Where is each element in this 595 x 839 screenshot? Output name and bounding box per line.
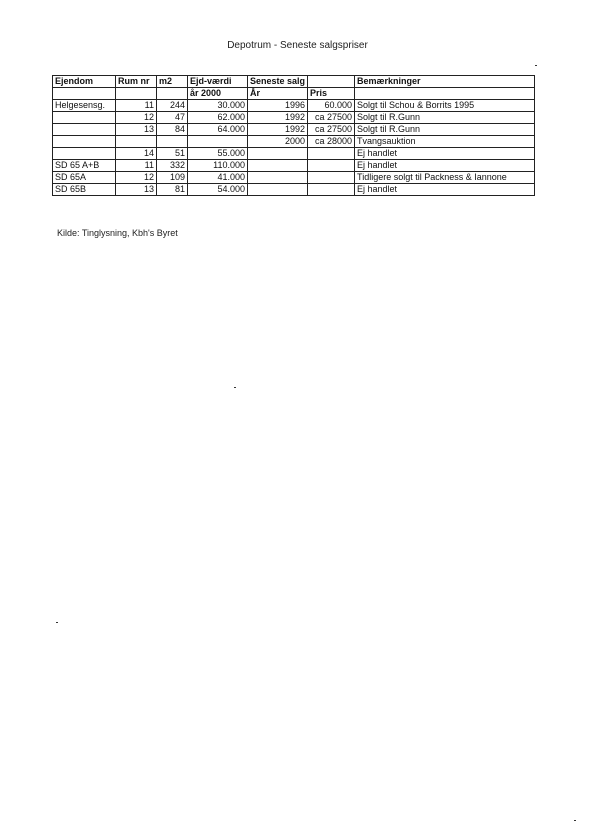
table-row [53, 148, 535, 160]
header-cell [308, 76, 355, 88]
table-cell: ca 27500 [308, 124, 355, 136]
table-cell: 55.000 [188, 148, 248, 160]
table-cell: 41.000 [188, 172, 248, 184]
table-cell: 60.000 [308, 100, 355, 112]
header-cell: Seneste salg [248, 76, 308, 88]
table-row [53, 160, 535, 172]
page-title: Depotrum - Seneste salgspriser [227, 40, 368, 51]
table-cell [53, 124, 116, 136]
table-cell: 47 [157, 112, 188, 124]
header-row [53, 88, 535, 100]
table-cell [308, 184, 355, 196]
sales-table [52, 75, 535, 196]
table-cell: 64.000 [188, 124, 248, 136]
table-cell: Solgt til Schou & Borrits 1995 [355, 100, 535, 112]
table-row [53, 136, 535, 148]
table-cell: ca 27500 [308, 112, 355, 124]
scan-speck [574, 820, 576, 821]
table-cell: 13 [116, 184, 157, 196]
table-cell [308, 172, 355, 184]
table-row [53, 112, 535, 124]
table-cell [308, 148, 355, 160]
scan-speck [535, 65, 537, 66]
header-cell [355, 88, 535, 100]
table-cell [116, 136, 157, 148]
table-cell: 12 [116, 172, 157, 184]
table-cell: 84 [157, 124, 188, 136]
table-cell: Helgesensg. [53, 100, 116, 112]
table-cell: 12 [116, 112, 157, 124]
table-cell: 1992 [248, 112, 308, 124]
table-cell [248, 148, 308, 160]
table-cell: SD 65A [53, 172, 116, 184]
header-row [53, 76, 535, 88]
table-cell [157, 136, 188, 148]
table-cell: Ej handlet [355, 184, 535, 196]
table-row [53, 124, 535, 136]
header-cell: Ejd-værdi [188, 76, 248, 88]
table-cell: Ej handlet [355, 160, 535, 172]
table-cell: 1992 [248, 124, 308, 136]
table-cell: Solgt til R.Gunn [355, 124, 535, 136]
table-cell: 2000 [248, 136, 308, 148]
table-cell [53, 112, 116, 124]
header-cell [53, 88, 116, 100]
table-cell: 51 [157, 148, 188, 160]
table-cell: 54.000 [188, 184, 248, 196]
header-cell: År [248, 88, 308, 100]
table-cell [53, 136, 116, 148]
table-row [53, 184, 535, 196]
table-cell [53, 148, 116, 160]
table-cell [308, 160, 355, 172]
table-cell: 11 [116, 100, 157, 112]
header-cell: m2 [157, 76, 188, 88]
table-cell: SD 65 A+B [53, 160, 116, 172]
table-cell: 30.000 [188, 100, 248, 112]
table-cell: 14 [116, 148, 157, 160]
table-cell [248, 172, 308, 184]
scan-speck [234, 387, 236, 388]
table-cell [188, 136, 248, 148]
header-cell: Rum nr [116, 76, 157, 88]
table-row [53, 100, 535, 112]
source-note: Kilde: Tinglysning, Kbh's Byret [57, 228, 178, 238]
table-cell: 11 [116, 160, 157, 172]
table-row [53, 172, 535, 184]
header-cell: Ejendom [53, 76, 116, 88]
table-cell: Ej handlet [355, 148, 535, 160]
table-cell: 81 [157, 184, 188, 196]
table-cell: 332 [157, 160, 188, 172]
table-cell: SD 65B [53, 184, 116, 196]
header-cell [116, 88, 157, 100]
table-cell: ca 28000 [308, 136, 355, 148]
table-cell: 1996 [248, 100, 308, 112]
header-cell [157, 88, 188, 100]
table-cell [248, 184, 308, 196]
table-cell: Tidligere solgt til Packness & Iannone [355, 172, 535, 184]
table-cell: 62.000 [188, 112, 248, 124]
table-cell: Tvangsauktion [355, 136, 535, 148]
table-cell: 109 [157, 172, 188, 184]
header-cell: Bemærkninger [355, 76, 535, 88]
header-cell: Pris [308, 88, 355, 100]
table-cell: 13 [116, 124, 157, 136]
table-cell: 244 [157, 100, 188, 112]
table-cell [248, 160, 308, 172]
scan-speck [56, 622, 58, 623]
table-cell: 110.000 [188, 160, 248, 172]
header-cell: år 2000 [188, 88, 248, 100]
table-cell: Solgt til R.Gunn [355, 112, 535, 124]
